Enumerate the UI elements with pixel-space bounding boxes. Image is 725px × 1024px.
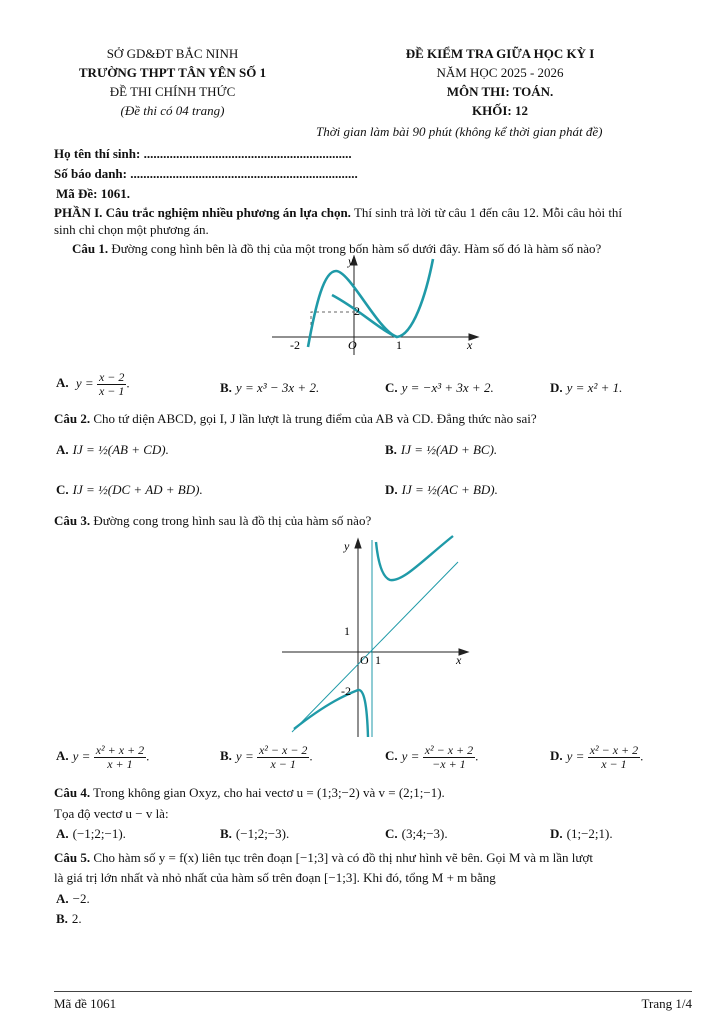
q5-text-2: là giá trị lớn nhất và nhỏ nhất của hàm số trên đoạn [−1;3]. Khi đó, tổng M + m bằng [54, 870, 496, 885]
q1-a-label: A. [56, 375, 69, 391]
q3-curve-right-branch [376, 536, 453, 580]
exam-code: Mã Đề: 1061. [56, 186, 131, 201]
part1-heading [54, 205, 622, 221]
q2-option-d[interactable] [385, 482, 498, 498]
q3-option-a[interactable]: A. y = $\frac{\text{x² + x + 2}}{x + 1}$ . [56, 743, 150, 771]
q5-a-label: A. [56, 891, 69, 906]
q1-label: Câu 1. [72, 241, 109, 256]
q1-option-a[interactable]: A. y = $\frac{x - 2}{x - 1}$ . [56, 370, 130, 398]
q3-a-fraction: $\frac{\text{x² + x + 2}}{x + 1}$ [95, 743, 145, 771]
q1-y-label: y [348, 255, 354, 268]
q5-stem [54, 850, 593, 866]
q4-text: Trong không gian Oxyz, cho hai vectơ u = (1;3;−2) và v = (2;1;−1). [93, 785, 445, 800]
q1-option-d[interactable] [550, 380, 622, 396]
q3-b-fraction: $\frac{\text{x² − x − 2}}{x - 1}$ [258, 743, 308, 771]
page-count-note: (Đề thi có 04 trang) [120, 103, 225, 118]
q4-stem [54, 785, 445, 801]
q3-text: Đường cong trong hình sau là đồ thị của hàm số nào? [93, 513, 372, 528]
q3-b-label: B. [220, 748, 232, 764]
q1-x-label: x [467, 338, 473, 352]
q5-a-text: −2. [72, 891, 90, 906]
q3-c-label: C. [385, 748, 398, 764]
q1-origin: O [348, 338, 357, 352]
q4-a-label: A. [56, 826, 69, 841]
school-name: TRƯỜNG THPT TÂN YÊN SỐ 1 [78, 65, 267, 80]
footer-page-number: Trang 1/4 [641, 996, 692, 1011]
q3-option-d[interactable]: D. y = $\frac{\text{x² − x + 2}}{x - 1}$ . [550, 743, 644, 771]
q1-curve-cubic [308, 259, 433, 347]
q3-oblique-asymptote [292, 562, 458, 732]
q5-option-a[interactable] [56, 891, 90, 907]
exam-title: ĐỀ KIỂM TRA GIỮA HỌC KỲ I [405, 46, 595, 61]
q4-a-text: (−1;2;−1). [72, 826, 126, 841]
q2-option-c[interactable] [56, 482, 203, 498]
q4-option-c[interactable] [385, 826, 448, 842]
q3-option-b[interactable]: B. y = $\frac{\text{x² − x − 2}}{x - 1}$ . [220, 743, 313, 771]
q4-d-text: (1;−2;1). [566, 826, 613, 841]
q2-c-label: C. [56, 482, 69, 497]
student-name-line: Họ tên thí sinh: ................................................................ [54, 146, 352, 161]
q1-text: Đường cong hình bên là đồ thị của một trong bốn hàm số dưới đây. Hàm số đó là hàm số nào? [111, 241, 602, 256]
q2-d-text: IJ = ½(AC + BD). [401, 482, 498, 497]
q3-y-label: y [344, 539, 350, 553]
q3-origin: O [360, 653, 369, 667]
q1-tick-m2: -2 [290, 338, 300, 352]
q1-tick-2: 2 [354, 304, 360, 318]
q2-a-text: IJ = ½(AB + CD). [72, 442, 169, 457]
q1-option-c[interactable] [385, 380, 494, 396]
q3-option-c[interactable]: C. y = $\frac{\text{x² − x + 2}}{-x + 1}$ . [385, 743, 479, 771]
q4-b-label: B. [220, 826, 232, 841]
q5-text: Cho hàm số y = f(x) liên tục trên đoạn [−1;3] và có đồ thị như hình vẽ bên. Gọi M và m lần lượt [93, 850, 593, 865]
footer-exam-code: Mã đề 1061 [54, 996, 117, 1011]
q5-b-label: B. [56, 911, 68, 926]
school-year: NĂM HỌC 2025 - 2026 [436, 65, 564, 80]
q4-label: Câu 4. [54, 785, 91, 800]
student-id-line: Số báo danh: ...................................................................... [54, 166, 358, 181]
q3-curve-left-branch [294, 690, 368, 737]
q1-graph [268, 255, 483, 360]
q1-b-label: B. [220, 380, 232, 395]
time-note: Thời gian làm bài 90 phút (không kể thời gian phát đề) [316, 124, 603, 139]
q2-stem [54, 411, 537, 427]
q2-option-b[interactable] [385, 442, 497, 458]
header-left [40, 44, 305, 120]
department: SỞ GD&ĐT BẮC NINH [106, 46, 239, 61]
q4-text-2: Tọa độ vectơ u − v là: [54, 806, 169, 821]
part1-instruction-2: sinh chỉ chọn một phương án. [54, 222, 209, 237]
q3-graph [278, 532, 473, 742]
part1-instruction: Thí sinh trả lời từ câu 1 đến câu 12. Mỗi câu hỏi thí [353, 205, 623, 220]
q3-stem [54, 513, 371, 529]
q4-c-label: C. [385, 826, 398, 841]
q3-x-label: x [456, 653, 462, 667]
q5-label: Câu 5. [54, 850, 91, 865]
q1-c-label: C. [385, 380, 398, 395]
q4-option-b[interactable] [220, 826, 289, 842]
q3-x-tick-1: 1 [375, 653, 381, 667]
q2-text: Cho tứ diện ABCD, gọi I, J lần lượt là trung điểm của AB và CD. Đẳng thức nào sai? [93, 411, 537, 426]
subject: MÔN THI: TOÁN. [446, 84, 554, 99]
q2-a-label: A. [56, 442, 69, 457]
q3-label: Câu 3. [54, 513, 91, 528]
q4-option-d[interactable] [550, 826, 613, 842]
q1-tick-1: 1 [396, 338, 402, 352]
q5-option-b[interactable] [56, 911, 82, 927]
q2-b-text: IJ = ½(AD + BC). [400, 442, 498, 457]
q5-b-text: 2. [71, 911, 82, 926]
q3-d-label: D. [550, 748, 563, 764]
q3-d-fraction: $\frac{\text{x² − x + 2}}{x - 1}$ [589, 743, 639, 771]
q1-c-text: y = −x³ + 3x + 2. [401, 380, 494, 395]
q1-d-text: y = x² + 1. [566, 380, 623, 395]
q4-c-text: (3;4;−3). [401, 826, 448, 841]
q2-label: Câu 2. [54, 411, 91, 426]
part1-title: PHẦN I. Câu trắc nghiệm nhiều phương án lựa chọn. [54, 205, 351, 220]
q2-option-a[interactable] [56, 442, 169, 458]
grade: KHỐI: 12 [472, 103, 528, 118]
header-right [300, 44, 700, 120]
q2-b-label: B. [385, 442, 397, 457]
q1-dashed-guide [311, 312, 354, 337]
q1-d-label: D. [550, 380, 563, 395]
q3-y-arrow [355, 539, 361, 548]
q2-c-text: IJ = ½(DC + AD + BD). [72, 482, 203, 497]
official-exam: ĐỀ THI CHÍNH THỨC [109, 84, 236, 99]
q1-a-fraction: $\frac{x - 2}{x - 1}$ [98, 370, 125, 398]
q4-b-text: (−1;2;−3). [235, 826, 290, 841]
q4-option-a[interactable] [56, 826, 126, 842]
q2-d-label: D. [385, 482, 398, 497]
footer-divider [54, 991, 692, 992]
q3-tick-1: 1 [344, 624, 350, 638]
q1-option-b[interactable] [220, 380, 319, 396]
q3-a-label: A. [56, 748, 69, 764]
q1-b-text: y = x³ − 3x + 2. [235, 380, 320, 395]
q3-tick-m2: -2 [341, 684, 351, 698]
q3-c-fraction: $\frac{\text{x² − x + 2}}{-x + 1}$ [424, 743, 474, 771]
q4-d-label: D. [550, 826, 563, 841]
